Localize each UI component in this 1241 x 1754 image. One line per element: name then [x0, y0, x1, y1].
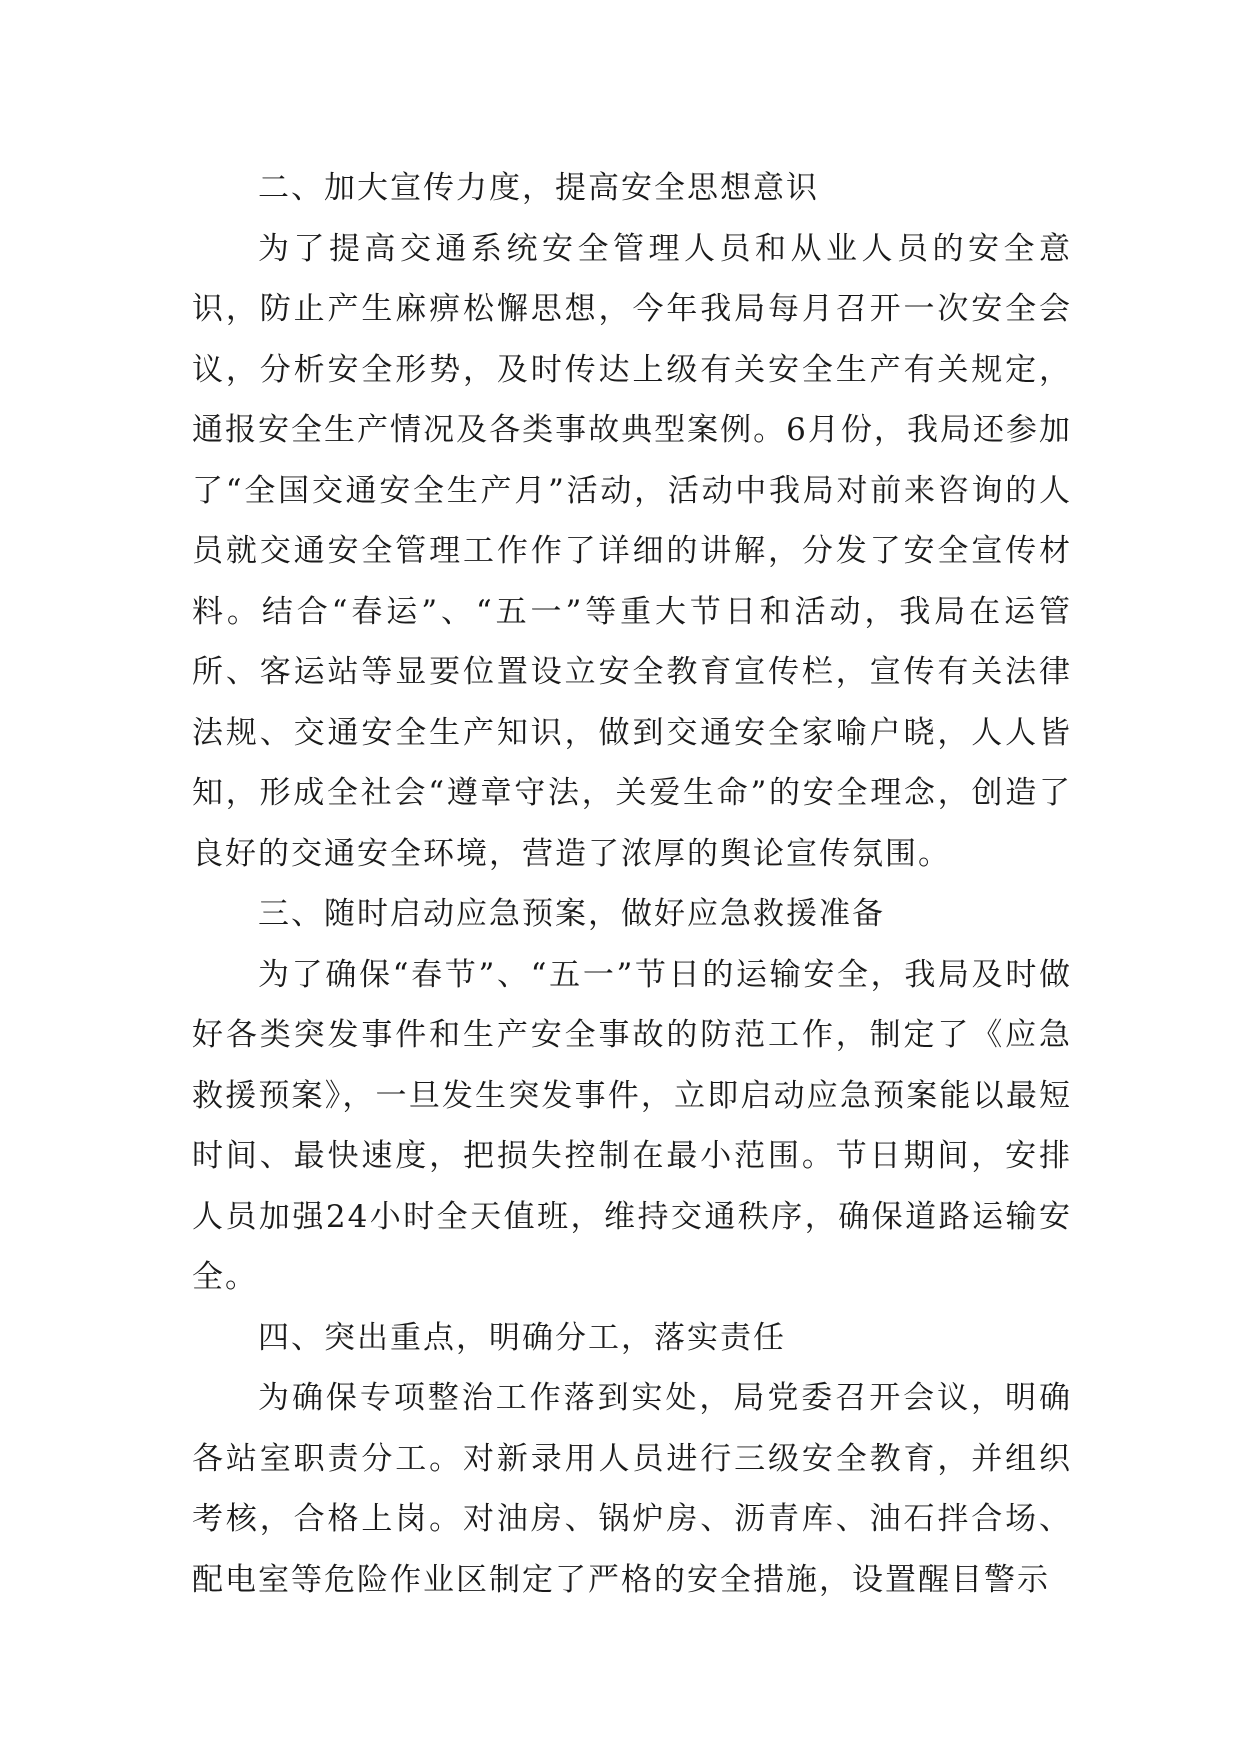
section-paragraph-3: 为了确保“春节”、“五一”节日的运输安全，我局及时做好各类突发事件和生产安全事故的防范工作，制定了《应急救援预案》，一旦发生突发事件，立即启动应急预案能以最短时间、最快速度，把损失控制在最小范围。节日期间，安排人员加强24小时全天值班，维持交通秩序，确保道路运输安全。 — [192, 956, 1072, 1295]
section-heading-4: 四、突出重点，明确分工，落实责任 — [258, 1319, 786, 1356]
section-heading-3: 三、随时启动应急预案，做好应急救援准备 — [258, 896, 885, 932]
section-paragraph-2: 为了提高交通系统安全管理人员和从业人员的安全意识，防止产生麻痹松懈思想，今年我局每月召开一次安全会议，分析安全形势，及时传达上级有关安全生产有关规定，通报安全生产情况及各类事故典型案例。6月份，我局还参加了“全国交通安全生产月”活动，活动中我局对前来咨询的人员就交通安全管理工作作了详细的讲解，分发了安全宣传材料。结合“春运”、“五一”等重大节日和活动，我局在运管所、客运站等显要位置设立安全教育宣传栏，宣传有关法律法规、交通安全生产知识，做到交通安全家喻户晓，人人皆知，形成全社会“遵章守法，关爱生命”的安全理念，创造了良好的交通安全环境，营造了浓厚的舆论宣传氛围。 — [192, 230, 1072, 872]
section-paragraph-4: 为确保专项整治工作落到实处，局党委召开会议，明确各站室职责分工。对新录用人员进行三级安全教育，并组织考核，合格上岗。对油房、锅炉房、沥青库、油石拌合场、配电室等危险作业区制定了严格的安全措施，设置醒目警示 — [192, 1380, 1072, 1598]
document-body — [192, 158, 1072, 1610]
section-heading-2: 二、加大宣传力度，提高安全思想意识 — [258, 170, 819, 206]
